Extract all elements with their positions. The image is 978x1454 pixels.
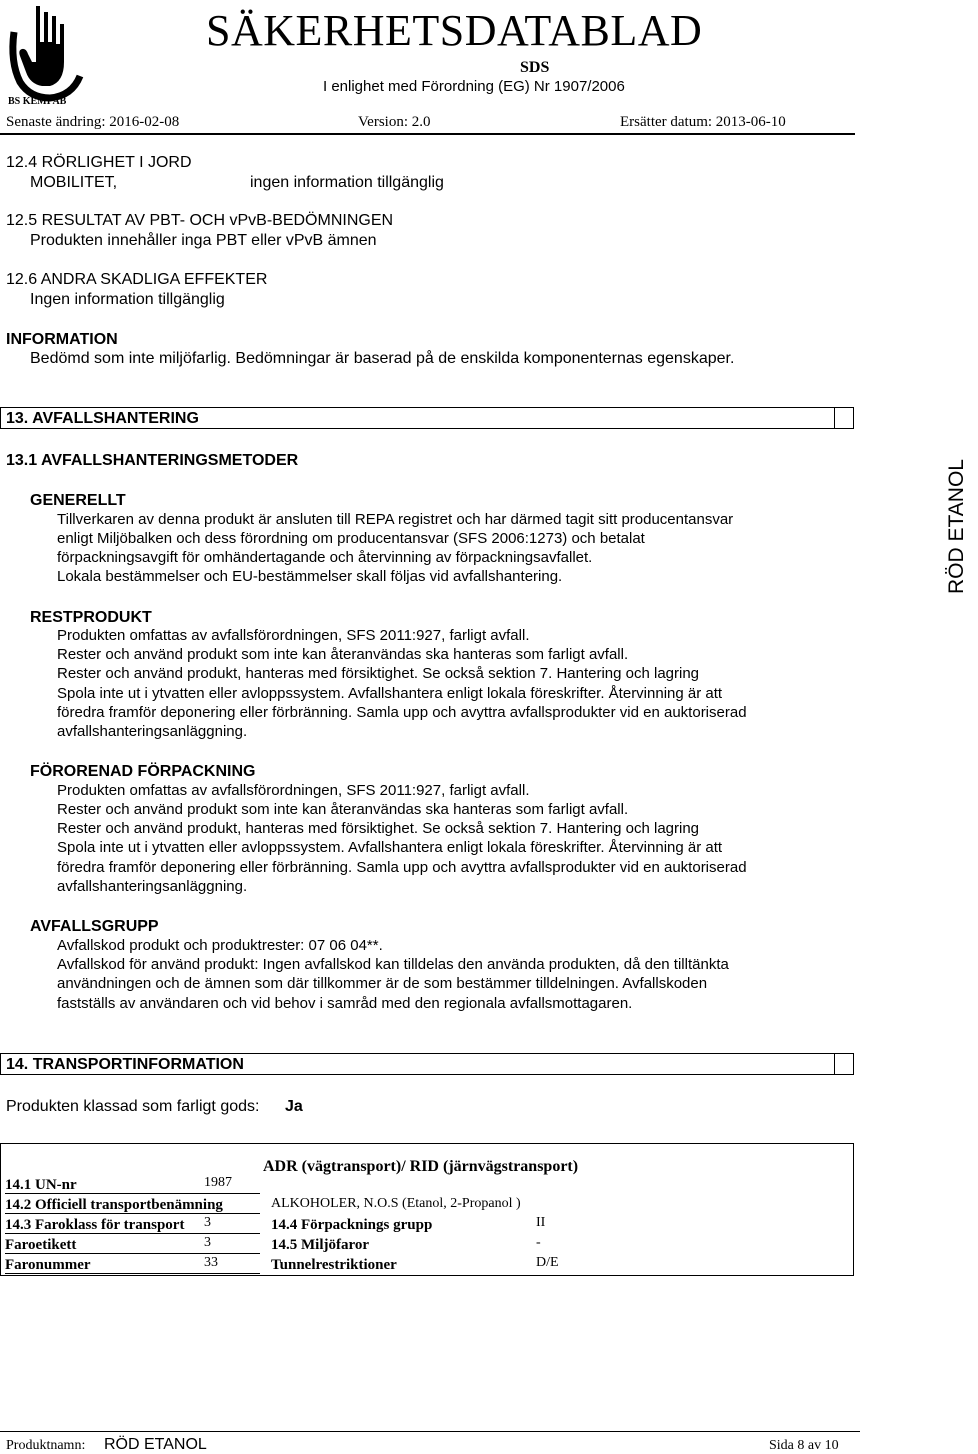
section-14-box (0, 1053, 854, 1075)
restprodukt-line: Rester och använd produkt, hanteras med försiktighet. Se också sektion 7. Hantering och lagring (57, 665, 700, 682)
transport-table (0, 1143, 854, 1276)
information-title: INFORMATION (6, 331, 118, 348)
logo-text: BS KEMI AB (8, 96, 67, 107)
header-divider (0, 133, 855, 135)
hand-logo-icon (6, 2, 88, 108)
section-14-box-cell (834, 1054, 853, 1074)
forpackning-title: FÖRORENAD FÖRPACKNING (30, 763, 256, 780)
un-label: 14.1 UN-nr (5, 1177, 77, 1193)
tunnel-label: Tunnelrestriktioner (271, 1257, 397, 1273)
restprodukt-line: Rester och använd produkt som inte kan återanvändas ska hanteras som farligt avfall. (57, 646, 629, 663)
restprodukt-line: avfallshanteringsanläggning. (57, 723, 248, 740)
avfallsgrupp-line: fastställs av användaren och vid behov i samråd med den regionala avfallsmottagaren. (57, 995, 633, 1012)
class-label: 14.3 Faroklass för transport (5, 1217, 185, 1233)
row-underline (5, 1213, 260, 1214)
avfallsgrupp-line: Avfallskod för använd produkt: Ingen avfallskod kan tilldelas den använda produkten, då den tilltänkta (57, 956, 729, 973)
row-underline (5, 1233, 260, 1234)
generellt-line: enligt Miljöbalken och dess förordning om producentansvar (SFS 2006:1273) och betalat (57, 530, 645, 547)
footer-product-label: Produktnamn: (6, 1438, 86, 1453)
generellt-line: förpackningsavgift för omhändertagande och återvinning av förpackningsavfallet. (57, 549, 593, 566)
s12-4-title: 12.4 RÖRLIGHET I JORD (6, 154, 192, 171)
generellt-title: GENERELLT (30, 492, 126, 509)
avfallsgrupp-title: AVFALLSGRUPP (30, 918, 159, 935)
label-value: 3 (204, 1235, 211, 1250)
side-product-name (918, 459, 978, 596)
footer-product-name: RÖD ETANOL (104, 1436, 207, 1453)
row-underline (5, 1273, 260, 1274)
name-value: ALKOHOLER, N.O.S (Etanol, 2-Propanol ) (271, 1196, 521, 1211)
document-title: SÄKERHETSDATABLAD (206, 6, 703, 55)
company-logo (6, 2, 88, 108)
forpackning-line: föredra framför deponering eller förbränning. Samla upp och avyttra avfallsprodukter vid en auktoriserad (57, 859, 747, 876)
table-heading: ADR (vägtransport)/ RID (järnvägstransport) (263, 1158, 579, 1175)
restprodukt-title: RESTPRODUKT (30, 609, 152, 626)
forpackning-line: Produkten omfattas av avfallsförordningen, SFS 2011:927, farligt avfall. (57, 782, 530, 799)
s12-5-text: Produkten innehåller inga PBT eller vPvB ämnen (30, 232, 377, 249)
avfallsgrupp-line: användningen och de ämnen som där tillkommer är de som bestämmer tilldelningen. Avfallskoden (57, 975, 708, 992)
generellt-line: Lokala bestämmelser och EU-bestämmelser skall följas vid avfallshantering. (57, 568, 563, 585)
restprodukt-line: Spola inte ut i ytvatten eller avloppssystem. Avfallshantera enligt lokala föreskrifter. Återvinning är att (57, 685, 723, 702)
packing-group-label: 14.4 Förpacknings grupp (271, 1217, 433, 1233)
last-change: Senaste ändring: 2016-02-08 (6, 114, 180, 130)
s12-5-title: 12.5 RESULTAT AV PBT- OCH vPvB-BEDÖMNINGEN (6, 212, 394, 229)
s12-4-title-cont: MOBILITET, (30, 174, 118, 191)
row-underline (5, 1193, 260, 1194)
avfallsgrupp-line: Avfallskod produkt och produktrester: 07 06 04**. (57, 937, 383, 954)
hazard-number-value: 33 (204, 1255, 218, 1270)
class-value: 3 (204, 1215, 211, 1230)
section-13-box (0, 407, 854, 429)
generellt-line: Tillverkaren av denna produkt är ansluten till REPA registret och har därmed tagit sitt producentansvar (57, 511, 734, 528)
env-hazard-value: - (536, 1235, 541, 1250)
s12-4-value: ingen information tillgänglig (250, 174, 444, 191)
footer-divider (0, 1431, 860, 1432)
section-14-title: 14. TRANSPORTINFORMATION (6, 1056, 244, 1073)
classified-value: Ja (285, 1098, 303, 1115)
s12-6-text: Ingen information tillgänglig (30, 291, 225, 308)
env-hazard-label: 14.5 Miljöfaror (271, 1237, 370, 1253)
side-product-text: RÖD ETANOL (945, 459, 968, 594)
packing-group-value: II (536, 1215, 546, 1230)
forpackning-line: Rester och använd produkt som inte kan återanvändas ska hanteras som farligt avfall. (57, 801, 629, 818)
forpackning-line: Spola inte ut i ytvatten eller avloppssystem. Avfallshantera enligt lokala föreskrifter. Återvinning är att (57, 839, 723, 856)
name-label: 14.2 Officiell transportbenämning (5, 1197, 223, 1213)
replaces-date: Ersätter datum: 2013-06-10 (620, 114, 786, 130)
label-label: Faroetikett (5, 1237, 77, 1253)
forpackning-line: Rester och använd produkt, hanteras med försiktighet. Se också sektion 7. Hantering och lagring (57, 820, 700, 837)
version: Version: 2.0 (358, 114, 431, 130)
s13-1-title: 13.1 AVFALLSHANTERINGSMETODER (6, 452, 299, 469)
document-subtitle: SDS (520, 59, 550, 76)
s12-6-title: 12.6 ANDRA SKADLIGA EFFEKTER (6, 271, 268, 288)
footer-page-number: Sida 8 av 10 (769, 1438, 839, 1453)
information-text: Bedömd som inte miljöfarlig. Bedömningar är baserad på de enskilda komponenternas egenskaper. (30, 350, 735, 367)
row-underline (5, 1253, 260, 1254)
section-13-title: 13. AVFALLSHANTERING (6, 410, 199, 427)
classified-label: Produkten klassad som farligt gods: (6, 1098, 260, 1115)
regulation-text: I enlighet med Förordning (EG) Nr 1907/2006 (323, 78, 625, 95)
forpackning-line: avfallshanteringsanläggning. (57, 878, 248, 895)
section-13-box-cell (834, 408, 853, 428)
tunnel-value: D/E (536, 1255, 559, 1270)
restprodukt-line: Produkten omfattas av avfallsförordningen, SFS 2011:927, farligt avfall. (57, 627, 530, 644)
hazard-number-label: Faronummer (5, 1257, 91, 1273)
restprodukt-line: föredra framför deponering eller förbränning. Samla upp och avyttra avfallsprodukter vid en auktoriserad (57, 704, 747, 721)
un-value: 1987 (204, 1175, 232, 1190)
